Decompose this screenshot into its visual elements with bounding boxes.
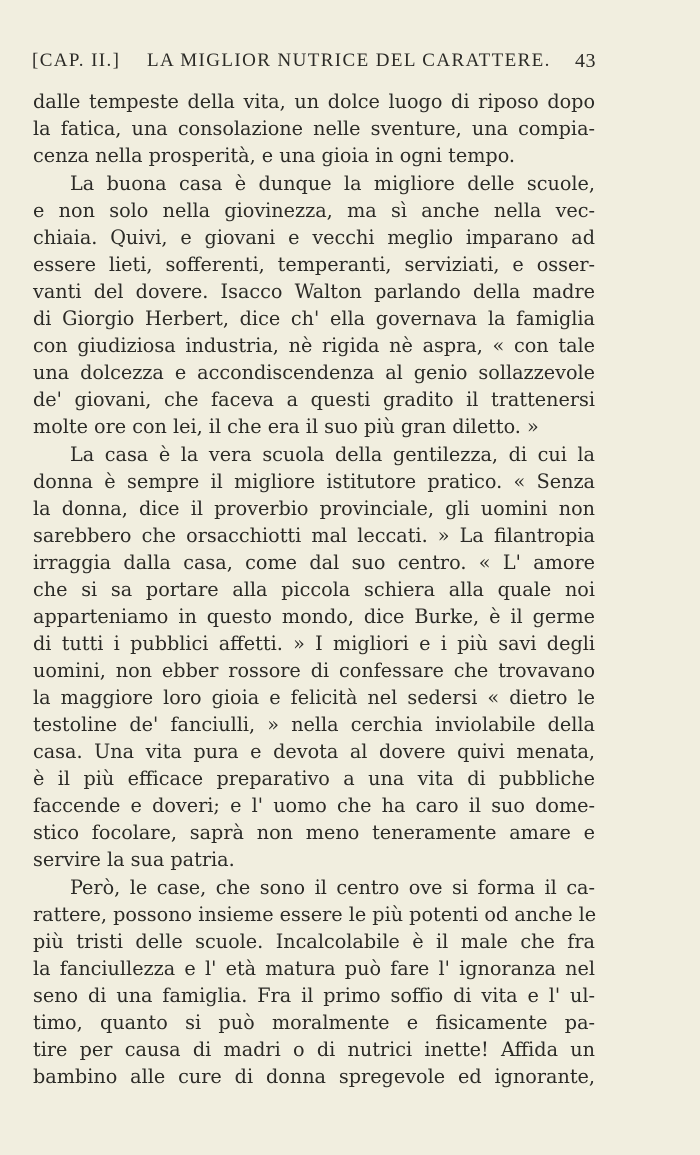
paragraph-first-line: Però, le case, che sono il centro ove si forma il ca- — [70, 876, 595, 899]
text-line: bambino alle cure di donna spregevole ed ignorante, — [33, 1065, 595, 1088]
text-line: che si sa portare alla piccola schiera alla quale noi — [33, 578, 595, 601]
text-line: una dolcezza e accondiscendenza al genio sollazzevole — [33, 361, 595, 384]
text-line: cenza nella prosperità, e una gioia in ogni tempo. — [33, 144, 516, 167]
text-line: la maggiore loro gioia e felicità nel sedersi « dietro le — [33, 686, 595, 709]
text-line: faccende e doveri; e l' uomo che ha caro il suo dome- — [33, 794, 595, 817]
text-line: sarebbero che orsacchiotti mal leccati. » La filantropia — [33, 524, 595, 547]
paragraph-first-line: La casa è la vera scuola della gentilezza, di cui la — [70, 443, 595, 466]
text-line: vanti del dovere. Isacco Walton parlando della madre — [33, 280, 595, 303]
text-line: de' giovani, che faceva a questi gradito il trattenersi — [33, 388, 595, 411]
text-line: donna è sempre il migliore istitutore pratico. « Senza — [33, 470, 595, 493]
running-header — [32, 48, 596, 74]
text-line: servire la sua patria. — [33, 848, 235, 871]
text-line: di Giorgio Herbert, dice ch' ella governava la famiglia — [33, 307, 595, 330]
paragraph-first-line: La buona casa è dunque la migliore delle scuole, — [70, 172, 595, 195]
text-line: tire per causa di madri o di nutrici inette! Affida un — [33, 1038, 595, 1061]
text-line: molte ore con lei, il che era il suo più gran diletto. » — [33, 415, 539, 438]
text-line: la fatica, una consolazione nelle sventure, una compia- — [33, 117, 595, 140]
page-number: 43 — [575, 50, 596, 72]
text-line: la donna, dice il proverbio provinciale, gli uomini non — [33, 497, 595, 520]
text-line: irraggia dalla casa, come dal suo centro. « L' amore — [33, 551, 595, 574]
text-line: seno di una famiglia. Fra il primo soffio di vita e l' ul- — [33, 984, 595, 1007]
text-line: di tutti i pubblici affetti. » I migliori e i più savi degli — [33, 632, 595, 655]
text-line: dalle tempeste della vita, un dolce luogo di riposo dopo — [33, 90, 595, 113]
text-line: è il più efficace preparativo a una vita di pubbliche — [33, 767, 595, 790]
text-line: con giudiziosa industria, nè rigida nè aspra, « con tale — [33, 334, 595, 357]
text-line: chiaia. Quivi, e giovani e vecchi meglio imparano ad — [33, 226, 595, 249]
text-line: rattere, possono insieme essere le più potenti od anche le — [33, 903, 597, 926]
chapter-label: [CAP. II.] — [32, 50, 121, 71]
running-title: LA MIGLIOR NUTRICE DEL CARATTERE. — [147, 50, 551, 71]
text-line: casa. Una vita pura e devota al dovere quivi menata, — [33, 740, 595, 763]
text-line: e non solo nella giovinezza, ma sì anche nella vec- — [33, 199, 595, 222]
text-line: essere lieti, sofferenti, temperanti, serviziati, e osser- — [33, 253, 595, 276]
text-line: apparteniamo in questo mondo, dice Burke, è il germe — [33, 605, 595, 628]
text-line: stico focolare, saprà non meno teneramente amare e — [33, 821, 595, 844]
text-line: timo, quanto si può moralmente e fisicamente pa- — [33, 1011, 595, 1034]
text-line: testoline de' fanciulli, » nella cerchia inviolabile della — [33, 713, 595, 736]
text-line: uomini, non ebber rossore di confessare che trovavano — [33, 659, 595, 682]
text-line: la fanciullezza e l' età matura può fare l' ignoranza nel — [33, 957, 595, 980]
text-line: più tristi delle scuole. Incalcolabile è il male che fra — [33, 930, 595, 953]
